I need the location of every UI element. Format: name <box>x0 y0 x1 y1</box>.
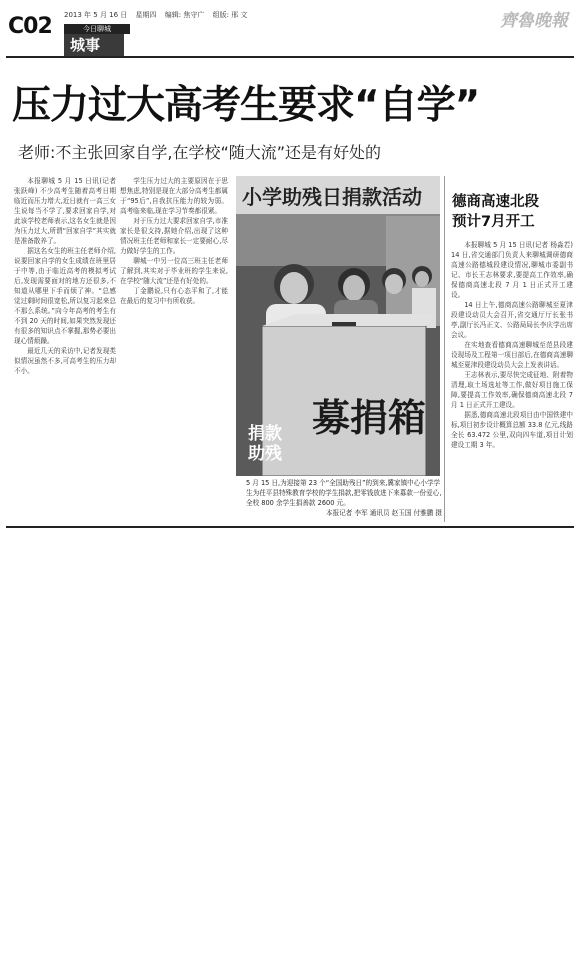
paragraph: 聊城一中另一位高三班主任老师了解到,其实对于毕业班的学生来说,在学校“随大流”还是有好处的。 <box>120 257 228 285</box>
paragraph: 14 日上午,德商高速公路聊城至夏津段建设动员大会召开,省交通厅厅长张书亭,副厅长冯正文、公路局局长李庆学出席会议。 <box>451 301 573 339</box>
section-name: 城事 <box>64 34 124 56</box>
sub-headline: 老师:不主张回家自学,在学校“随大流”还是有好处的 <box>18 143 382 162</box>
paragraph: 本报聊城 5 月 15 日讯(记者 张跃峰) 不少高考生随着高考日期临近而压力增大,近日就有一高三女生说每当不学了,要求回家自学,对此该学校老师表示,这名女生就是因为压力过大,所谓“回家自学”其实就是准备散养了。 <box>14 177 116 245</box>
section-kicker: 今日聊城 <box>64 24 130 34</box>
issue-date: 2013 年 5 月 16 日 <box>64 11 128 19</box>
main-headline: 压力过大高考生要求“自学” <box>12 83 480 128</box>
paragraph: 据悉,德商高速北段项目由中国铁建中标,项目初步设计概算总额 33.8 亿元,线路全长 63.472 公里,双向四车道,项目计划建设工期 3 年。 <box>451 411 573 449</box>
paragraph: 王志林表示,要尽快完成征地、附着物清理,取土场选址等工作,做好项目施工保障,要提高工作效率,确保德商高速北段 7 月 1 日正式开工建设。 <box>451 371 573 409</box>
page-header <box>6 6 574 58</box>
caption-text: 5 月 15 日,为迎接第 23 个“全国助残日”的到来,冀家镇中心小学学生为茌平县特殊教育学校的学生捐款,把零钱放进下来募款一份爱心,全校 800 余学生捐善款 2600 元。 <box>246 479 442 507</box>
paragraph: 学生压力过大的主要原因在于思想焦虑,特别是现在大部分高考生都属于“95后”,自我抗压能力的较为弱。高考临来临,现在学习节奏都很紧。 <box>120 177 228 215</box>
photo-label: 捐款助残 <box>248 424 282 464</box>
side-headline <box>452 192 572 232</box>
photo-credit: 本报记者 李军 通讯员 赵玉国 付雅鹏 摄 <box>326 509 442 517</box>
paragraph: 据这名女生的班主任老师介绍,说要回家自学的女生成绩在班里居于中等,由于临近高考的模拟考试后,发现需要面对的地方还很多,不知道从哪里下手而烦了神。“总感觉过剩时间很宽松,所以复习起来总不那么系统。”向今年高考的考生有不到 20 天的时间,如果突然发现还有很多的知识点不掌握,那势必要出现心情烦躁。 <box>14 247 116 345</box>
editor-credit: 编辑: 焦守广 <box>164 11 205 19</box>
side-article-body <box>451 240 573 522</box>
header-rule <box>6 56 574 58</box>
paragraph: 本报聊城 5 月 15 日讯(记者 杨淼若) 14 日,省交通部门负责人来聊城调研德商高速公路德城段建设情况,聊城市委副书记、市长王志林要求,要提高工作效率,确保德商高速北段 7 月 1 日正式开工建设。 <box>451 241 573 299</box>
page-number: C02 <box>8 14 52 39</box>
article-column-2 <box>120 176 228 522</box>
article-column-1 <box>14 176 116 522</box>
designer-credit: 组版: 邢 文 <box>212 11 248 19</box>
news-photo <box>236 176 440 476</box>
column-divider <box>444 176 445 522</box>
side-headline-line-2: 预计7月开工 <box>452 214 535 230</box>
paragraph: 在实地查看德商高速聊城至范县段建设现场及工程第一项目部后,在德商高速聊城至夏津段建设动员大会上发表讲话。 <box>451 341 573 369</box>
newspaper-logo: 齊魯晚報 <box>500 11 568 31</box>
side-headline-line-1: 德商高速北段 <box>452 194 539 210</box>
header-meta <box>64 10 253 20</box>
photo-caption <box>246 478 442 518</box>
paragraph: 对于压力过大要求回家自学,市准家长是很支持,据她介绍,出现了这种情况班主任老师和家长一定要耐心,尽力做好学生的工作。 <box>120 217 228 255</box>
issue-weekday: 星期四 <box>135 11 157 19</box>
paragraph: 丁金鹏说,只有心态平和了,才能在最后的复习中有所收获。 <box>120 287 228 305</box>
photo-banner-text: 小学助残日捐款活动 <box>242 185 422 209</box>
paragraph: 最近几天的采访中,记者发现类似情况虽然不多,可高考生的压力却不小。 <box>14 347 116 375</box>
donation-box-text: 募捐箱 <box>312 396 427 440</box>
bottom-rule <box>6 526 574 528</box>
